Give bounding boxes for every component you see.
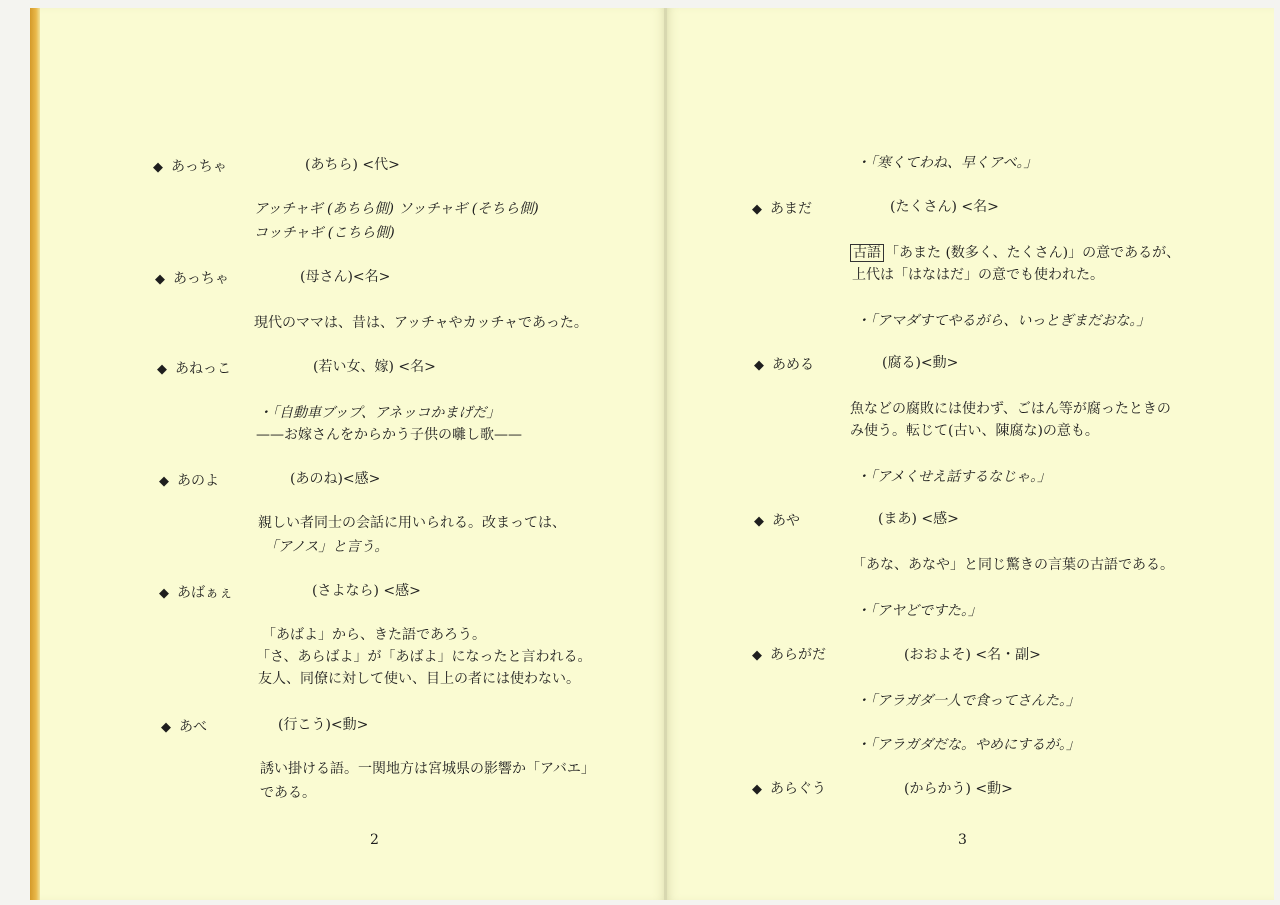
entry-headword: ◆ あっちゃ bbox=[155, 271, 229, 287]
entry-gloss: (たくさん) <名> bbox=[890, 199, 999, 215]
entry-text: 古語 「あまた (数多く、たくさん)」の意であるが、 bbox=[850, 242, 1180, 264]
entry-gloss: (行こう)<動> bbox=[278, 717, 369, 733]
entry-text: 友人、同僚に対して使い、目上の者には使わない。 bbox=[258, 671, 580, 687]
entry-headword: ◆ あばぁぇ bbox=[159, 585, 233, 601]
black-diamond-icon: ◆ bbox=[153, 160, 163, 175]
entry-example: ・「自動車ブップ、アネッコかまげだ」 bbox=[258, 405, 501, 421]
entry-text: コッチャギ (こちら側) bbox=[254, 225, 395, 241]
entry-example: ・「アヤどですた。」 bbox=[856, 603, 982, 619]
entry-gloss: (母さん)<名> bbox=[300, 269, 391, 285]
black-diamond-icon: ◆ bbox=[159, 586, 169, 601]
entry-headword: ◆ あらぐう bbox=[752, 781, 826, 797]
entry-gloss: (からかう) <動> bbox=[904, 781, 1013, 797]
entry-text: である。 bbox=[260, 785, 316, 801]
black-diamond-icon: ◆ bbox=[155, 272, 165, 287]
entry-headword: ◆ あのよ bbox=[159, 473, 219, 489]
entry-text: 現代のママは、昔は、アッチャやカッチャであった。 bbox=[254, 315, 588, 331]
entry-text: 魚などの腐敗には使わず、ごはん等が腐ったときの bbox=[850, 401, 1171, 417]
book-edge bbox=[30, 8, 40, 900]
entry-gloss: (おおよそ) <名・副> bbox=[904, 647, 1041, 663]
entry-text: 「さ、あらばよ」が「あばよ」になったと言われる。 bbox=[256, 649, 592, 665]
entry-text: 上代は「はなはだ」の意でも使われた。 bbox=[852, 267, 1104, 283]
entry-headword: ◆ あや bbox=[754, 513, 800, 529]
page-number-left: 2 bbox=[370, 832, 379, 848]
black-diamond-icon: ◆ bbox=[159, 474, 169, 489]
entry-headword: ◆ あべ bbox=[161, 719, 207, 735]
black-diamond-icon: ◆ bbox=[754, 514, 764, 529]
entry-text: 「アノス」と言う。 bbox=[264, 539, 389, 555]
entry-example: ・「アラガダ一人で食ってさんた。」 bbox=[856, 693, 1080, 709]
black-diamond-icon: ◆ bbox=[157, 362, 167, 377]
entry-gloss: (あちら) <代> bbox=[305, 157, 400, 173]
entry-text: み使う。転じて(古い、陳腐な)の意も。 bbox=[850, 423, 1099, 439]
black-diamond-icon: ◆ bbox=[754, 358, 764, 373]
entry-text: アッチャギ (あちら側) ソッチャギ (そちら側) bbox=[254, 201, 539, 217]
entry-headword: ◆ あらがだ bbox=[752, 647, 826, 663]
entry-headword: ◆ あっちゃ bbox=[153, 159, 227, 175]
entry-gloss: (まあ) <感> bbox=[878, 511, 959, 527]
entry-headword: ◆ あねっこ bbox=[157, 361, 231, 377]
page-number-right: 3 bbox=[958, 832, 967, 848]
entry-text: 親しい者同士の会話に用いられる。改まっては、 bbox=[258, 515, 566, 531]
book-gutter bbox=[664, 8, 667, 900]
kogo-label: 古語 bbox=[850, 244, 884, 262]
black-diamond-icon: ◆ bbox=[752, 202, 762, 217]
entry-gloss: (腐る)<動> bbox=[882, 355, 959, 371]
entry-text: 「あな、あなや」と同じ驚きの言葉の古語である。 bbox=[852, 557, 1174, 573]
entry-headword: ◆ あまだ bbox=[752, 201, 812, 217]
entry-text: ——お嫁さんをからかう子供の囃し歌—— bbox=[256, 427, 522, 443]
entry-text: 「あばよ」から、きた語であろう。 bbox=[262, 627, 486, 643]
entry-gloss: (若い女、嫁) <名> bbox=[313, 359, 436, 375]
entry-example: ・「寒くてわね、早くアベ。」 bbox=[856, 155, 1038, 171]
black-diamond-icon: ◆ bbox=[752, 648, 762, 663]
right-page bbox=[666, 8, 1274, 900]
entry-gloss: (あのね)<感> bbox=[290, 471, 381, 487]
entry-example: ・「アラガダだな。やめにするが。」 bbox=[856, 737, 1080, 753]
entry-example: ・「アマダすてやるがら、いっとぎまだおな。」 bbox=[856, 313, 1151, 329]
entry-example: ・「アメくせえ話するなじゃ。」 bbox=[856, 469, 1052, 485]
black-diamond-icon: ◆ bbox=[752, 782, 762, 797]
entry-gloss: (さよなら) <感> bbox=[312, 583, 421, 599]
entry-text: 誘い掛ける語。一関地方は宮城県の影響か「アバエ」 bbox=[260, 761, 595, 777]
entry-headword: ◆ あめる bbox=[754, 357, 814, 373]
black-diamond-icon: ◆ bbox=[161, 720, 171, 735]
